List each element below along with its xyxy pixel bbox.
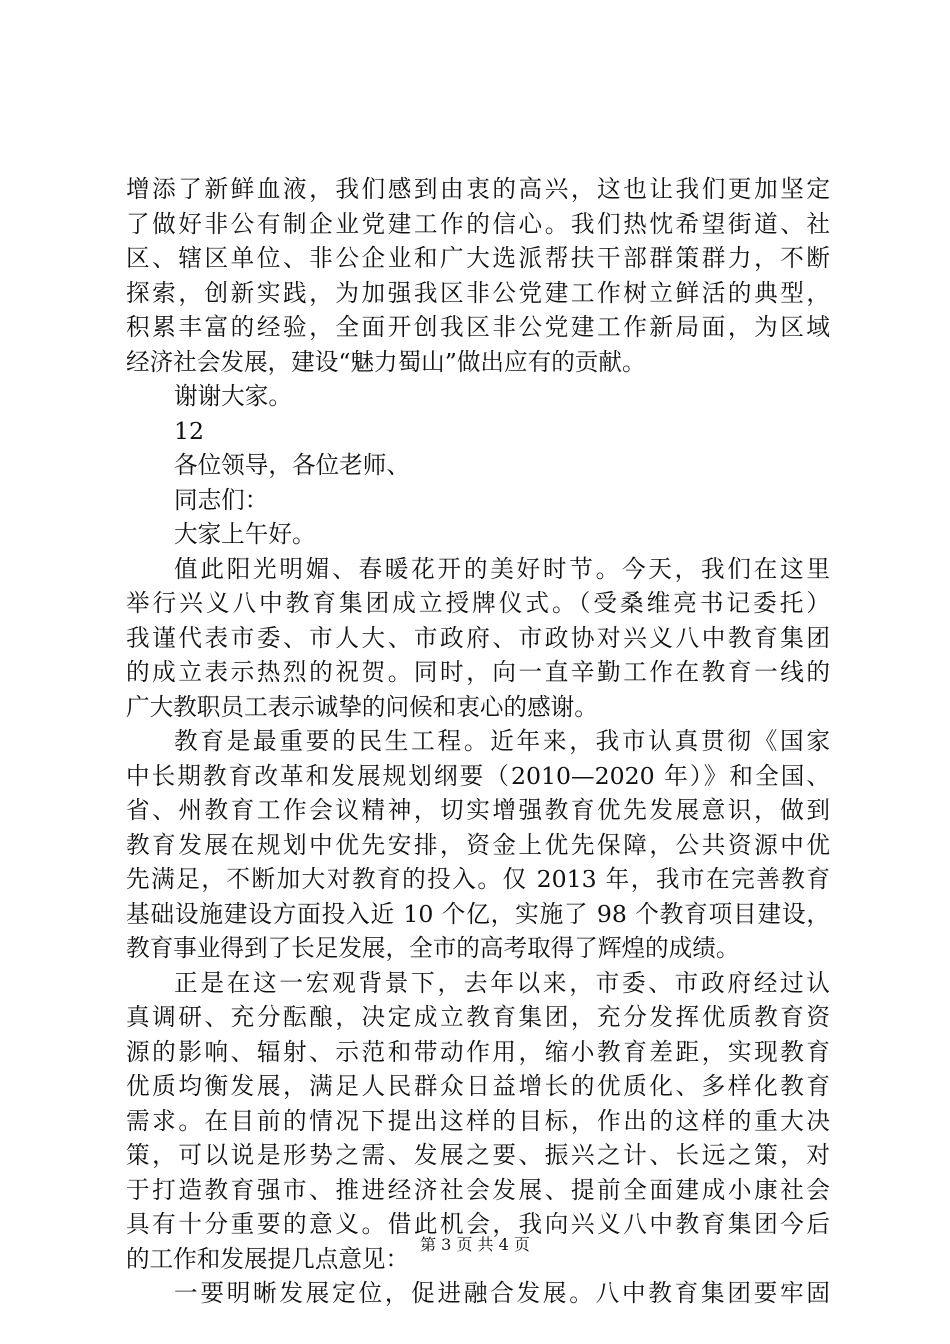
text-line: 于打造教育强市、推进经济社会发展、提前全面建成小康社会 (126, 1175, 830, 1204)
text-line: 各位领导，各位老师、 (174, 451, 410, 479)
text-line: 广大教职员工表示诚挚的问候和衷心的感谢。 (126, 692, 598, 721)
page-footer: 第 3 页 共 4 页 (420, 1235, 530, 1254)
text-line: 先满足，不断加大对教育的投入。仅 2013 年，我市在完善教育 (126, 865, 830, 893)
text-line: 举行兴义八中教育集团成立授牌仪式。（受桑维亮书记委托） (126, 589, 830, 617)
text-line: 教育是最重要的民生工程。近年来，我市认真贯彻《国家 (174, 727, 830, 755)
text-line: 基础设施建设方面投入近 10 个亿，实施了 98 个教育项目建设， (126, 899, 830, 928)
text-line: 教育事业得到了长足发展，全市的高考取得了辉煌的成绩。 (126, 934, 740, 962)
text-line: 积累丰富的经验，全面开创我区非公党建工作新局面，为区域 (126, 313, 830, 341)
text-line: 了做好非公有制企业党建工作的信心。我们热忱希望街道、社 (126, 209, 830, 238)
text-line: 大家上午好。 (174, 520, 316, 548)
text-line: 探索，创新实践，为加强我区非公党建工作树立鲜活的典型， (126, 278, 830, 307)
text-line: 一要明晰发展定位，促进融合发展。八中教育集团要牢固 (174, 1279, 830, 1307)
text-line: 策，可以说是形势之需、发展之要、振兴之计、长远之策，对 (126, 1141, 830, 1169)
text-line: 具有十分重要的意义。借此机会，我向兴义八中教育集团今后 (126, 1210, 830, 1238)
text-line: 增添了新鲜血液，我们感到由衷的高兴，这也让我们更加坚定 (126, 175, 830, 203)
text-line: 省、州教育工作会议精神，切实增强教育优先发展意识，做到 (126, 796, 830, 824)
text-line: 优质均衡发展，满足人民群众日益增长的优质化、多样化教育 (126, 1072, 830, 1100)
text-line: 值此阳光明媚、春暖花开的美好时节。今天，我们在这里 (174, 554, 830, 583)
text-line: 经济社会发展，建设“魅力蜀山”做出应有的贡献。 (126, 347, 646, 376)
text-line: 中长期教育改革和发展规划纲要（2010—2020 年）》和全国、 (126, 761, 830, 790)
body-text (126, 172, 830, 1311)
text-line: 源的影响、辐射、示范和带动作用，缩小教育差距，实现教育 (126, 1037, 830, 1066)
text-line: 的工作和发展提几点意见： (126, 1244, 410, 1273)
text-line: 12 (174, 416, 205, 445)
text-line: 区、辖区单位、非公企业和广大选派帮扶干部群策群力，不断 (126, 244, 830, 272)
text-line: 教育发展在规划中优先安排，资金上优先保障，公共资源中优 (126, 830, 830, 859)
text-line: 我谨代表市委、市人大、市政府、市政协对兴义八中教育集团 (126, 623, 830, 652)
text-line: 谢谢大家。 (174, 382, 292, 410)
text-line: 的成立表示热烈的祝贺。同时，向一直辛勤工作在教育一线的 (126, 658, 830, 686)
text-line: 真调研、充分酝酿，决定成立教育集团，充分发挥优质教育资 (126, 1003, 830, 1031)
text-line: 正是在这一宏观背景下，去年以来，市委、市政府经过认 (174, 968, 830, 997)
text-line: 同志们： (174, 485, 269, 514)
text-line: 需求。在目前的情况下提出这样的目标，作出的这样的重大决 (126, 1106, 830, 1135)
